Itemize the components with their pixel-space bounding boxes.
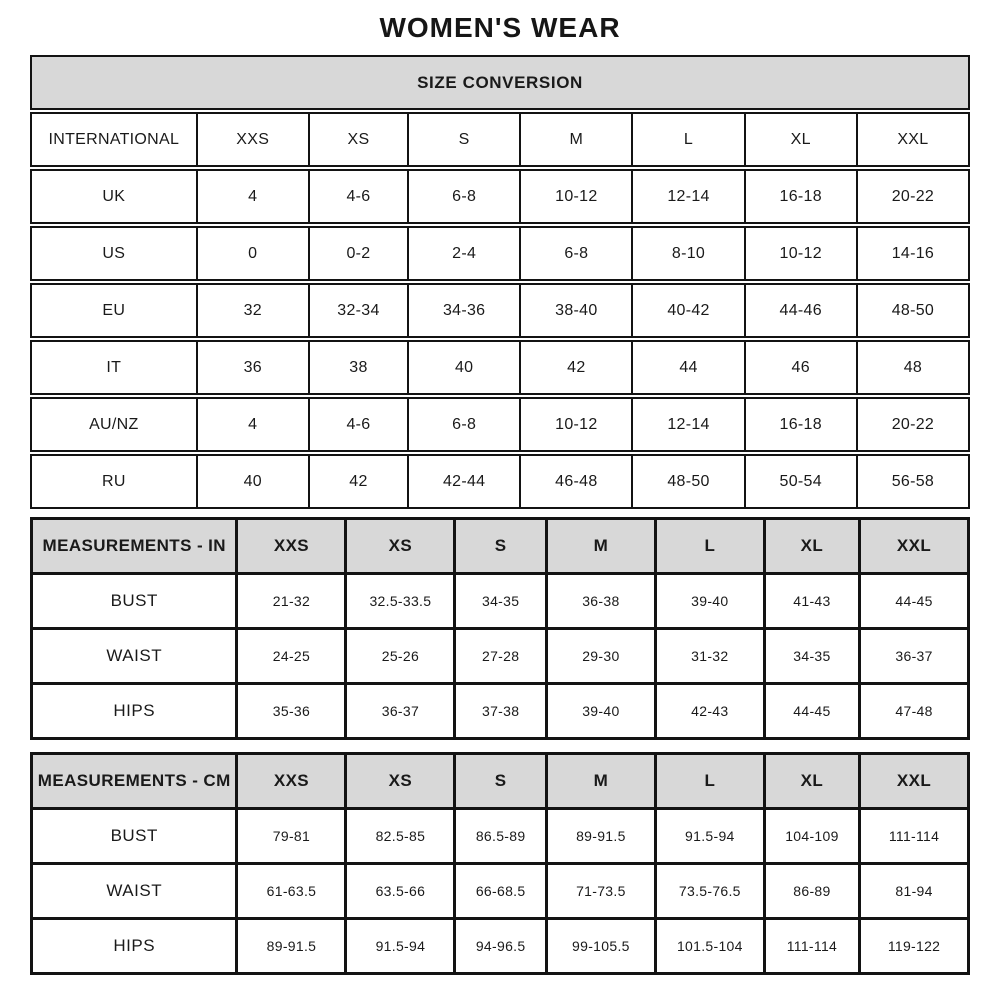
measurements-in-table <box>30 517 970 740</box>
table-row <box>33 682 967 737</box>
size-conversion-banner: SIZE CONVERSION <box>30 55 970 110</box>
column-header: M <box>521 114 633 165</box>
table-cell: 48 <box>903 358 923 376</box>
row-label: BUST <box>33 575 238 627</box>
table-cell: 42-43 <box>657 685 766 737</box>
table-row <box>33 572 967 627</box>
table-cell: 101.5-104 <box>657 920 766 972</box>
table-row <box>33 520 967 572</box>
column-header: XL <box>766 755 861 807</box>
table-cell: 34-36 <box>409 285 521 336</box>
table-cell: 46 <box>746 342 858 393</box>
table-cell: 6-8 <box>521 228 633 279</box>
table-cell: 20-22 <box>891 187 935 205</box>
table-cell: 0 <box>198 228 310 279</box>
row-label: UK <box>32 171 198 222</box>
table-cell: 89-91.5 <box>548 810 657 862</box>
row-label: WAIST <box>33 630 238 682</box>
column-header: M <box>548 755 657 807</box>
table-cell: 29-30 <box>548 630 657 682</box>
table-cell: 63.5-66 <box>347 865 456 917</box>
table-cell: 36 <box>198 342 310 393</box>
table-row <box>33 917 967 972</box>
table-cell: 82.5-85 <box>347 810 456 862</box>
table-cell: 47-48 <box>895 703 933 719</box>
table-cell: 44 <box>633 342 745 393</box>
table-cell: 20-22 <box>891 415 935 433</box>
table-cell: 0-2 <box>310 228 409 279</box>
table-cell: 44-45 <box>766 685 861 737</box>
column-header: M <box>548 520 657 572</box>
table-row <box>30 169 970 224</box>
column-header: L <box>657 755 766 807</box>
table-cell: 71-73.5 <box>548 865 657 917</box>
table-cell: 40 <box>409 342 521 393</box>
row-label: HIPS <box>33 685 238 737</box>
table-cell: 14-16 <box>891 244 935 262</box>
table-cell: 4-6 <box>310 171 409 222</box>
table-cell: 50-54 <box>746 456 858 507</box>
table-cell: 4-6 <box>310 399 409 450</box>
table-cell: 25-26 <box>347 630 456 682</box>
table-cell: 42 <box>310 456 409 507</box>
table-cell: 32.5-33.5 <box>347 575 456 627</box>
table-cell: 34-35 <box>766 630 861 682</box>
table-cell: 79-81 <box>238 810 347 862</box>
row-label: EU <box>32 285 198 336</box>
column-header: XXL <box>896 536 932 555</box>
table-cell: 111-114 <box>766 920 861 972</box>
table-row <box>30 226 970 281</box>
row-label: WAIST <box>33 865 238 917</box>
table-cell: 10-12 <box>521 399 633 450</box>
table-row <box>33 807 967 862</box>
column-header: XXL <box>896 771 932 790</box>
table-row <box>30 112 970 167</box>
table-cell: 86-89 <box>766 865 861 917</box>
table-cell: 21-32 <box>238 575 347 627</box>
table-cell: 111-114 <box>888 828 940 844</box>
table-cell: 73.5-76.5 <box>657 865 766 917</box>
measurements-cm-table <box>30 752 970 975</box>
table-cell: 10-12 <box>746 228 858 279</box>
table-cell: 39-40 <box>657 575 766 627</box>
table-row <box>30 454 970 509</box>
column-header: S <box>456 755 548 807</box>
column-header: XXS <box>198 114 310 165</box>
table-cell: 31-32 <box>657 630 766 682</box>
table-row <box>33 755 967 807</box>
table-cell: 56-58 <box>891 472 935 490</box>
column-header: XL <box>746 114 858 165</box>
table-cell: 10-12 <box>521 171 633 222</box>
column-header: L <box>657 520 766 572</box>
table-cell: 27-28 <box>456 630 548 682</box>
row-label: US <box>32 228 198 279</box>
table-row <box>30 340 970 395</box>
table-cell: 8-10 <box>633 228 745 279</box>
table-cell: 86.5-89 <box>456 810 548 862</box>
table-cell: 24-25 <box>238 630 347 682</box>
page-title: WOMEN'S WEAR <box>379 12 621 43</box>
table-title-cell: INTERNATIONAL <box>32 114 198 165</box>
column-header: XXS <box>238 755 347 807</box>
column-header: XXL <box>897 130 929 148</box>
table-row <box>30 397 970 452</box>
table-cell: 39-40 <box>548 685 657 737</box>
table-cell: 61-63.5 <box>238 865 347 917</box>
table-cell: 48-50 <box>633 456 745 507</box>
table-cell: 40 <box>198 456 310 507</box>
column-header: L <box>633 114 745 165</box>
table-title-cell: MEASUREMENTS - IN <box>33 520 238 572</box>
column-header: S <box>456 520 548 572</box>
table-row <box>30 283 970 338</box>
table-cell: 104-109 <box>766 810 861 862</box>
table-cell: 6-8 <box>409 399 521 450</box>
table-cell: 2-4 <box>409 228 521 279</box>
table-cell: 16-18 <box>746 171 858 222</box>
table-cell: 44-45 <box>895 593 933 609</box>
table-title-cell: MEASUREMENTS - CM <box>33 755 238 807</box>
table-row <box>33 627 967 682</box>
table-cell: 36-38 <box>548 575 657 627</box>
table-cell: 12-14 <box>633 171 745 222</box>
row-label: BUST <box>33 810 238 862</box>
table-cell: 38-40 <box>521 285 633 336</box>
table-cell: 36-37 <box>895 648 933 664</box>
table-cell: 94-96.5 <box>456 920 548 972</box>
column-header: XL <box>766 520 861 572</box>
column-header: XS <box>310 114 409 165</box>
table-cell: 34-35 <box>456 575 548 627</box>
table-cell: 99-105.5 <box>548 920 657 972</box>
table-cell: 46-48 <box>521 456 633 507</box>
table-cell: 4 <box>198 171 310 222</box>
table-cell: 6-8 <box>409 171 521 222</box>
table-cell: 40-42 <box>633 285 745 336</box>
table-cell: 32-34 <box>310 285 409 336</box>
table-cell: 12-14 <box>633 399 745 450</box>
column-header: XS <box>347 755 456 807</box>
table-cell: 41-43 <box>766 575 861 627</box>
table-cell: 37-38 <box>456 685 548 737</box>
row-label: RU <box>32 456 198 507</box>
column-header: XS <box>347 520 456 572</box>
table-cell: 4 <box>198 399 310 450</box>
table-cell: 16-18 <box>746 399 858 450</box>
size-conversion-table <box>30 55 970 509</box>
table-cell: 32 <box>198 285 310 336</box>
column-header: S <box>409 114 521 165</box>
table-cell: 119-122 <box>887 938 941 954</box>
row-label: IT <box>32 342 198 393</box>
table-row <box>33 862 967 917</box>
table-cell: 44-46 <box>746 285 858 336</box>
row-label: AU/NZ <box>32 399 198 450</box>
table-cell: 42 <box>521 342 633 393</box>
table-cell: 38 <box>310 342 409 393</box>
table-cell: 42-44 <box>409 456 521 507</box>
row-label: HIPS <box>33 920 238 972</box>
table-cell: 36-37 <box>347 685 456 737</box>
table-cell: 91.5-94 <box>657 810 766 862</box>
table-cell: 35-36 <box>238 685 347 737</box>
column-header: XXS <box>238 520 347 572</box>
table-cell: 81-94 <box>895 883 933 899</box>
table-cell: 89-91.5 <box>238 920 347 972</box>
table-cell: 91.5-94 <box>347 920 456 972</box>
table-cell: 66-68.5 <box>456 865 548 917</box>
table-cell: 48-50 <box>891 301 935 319</box>
